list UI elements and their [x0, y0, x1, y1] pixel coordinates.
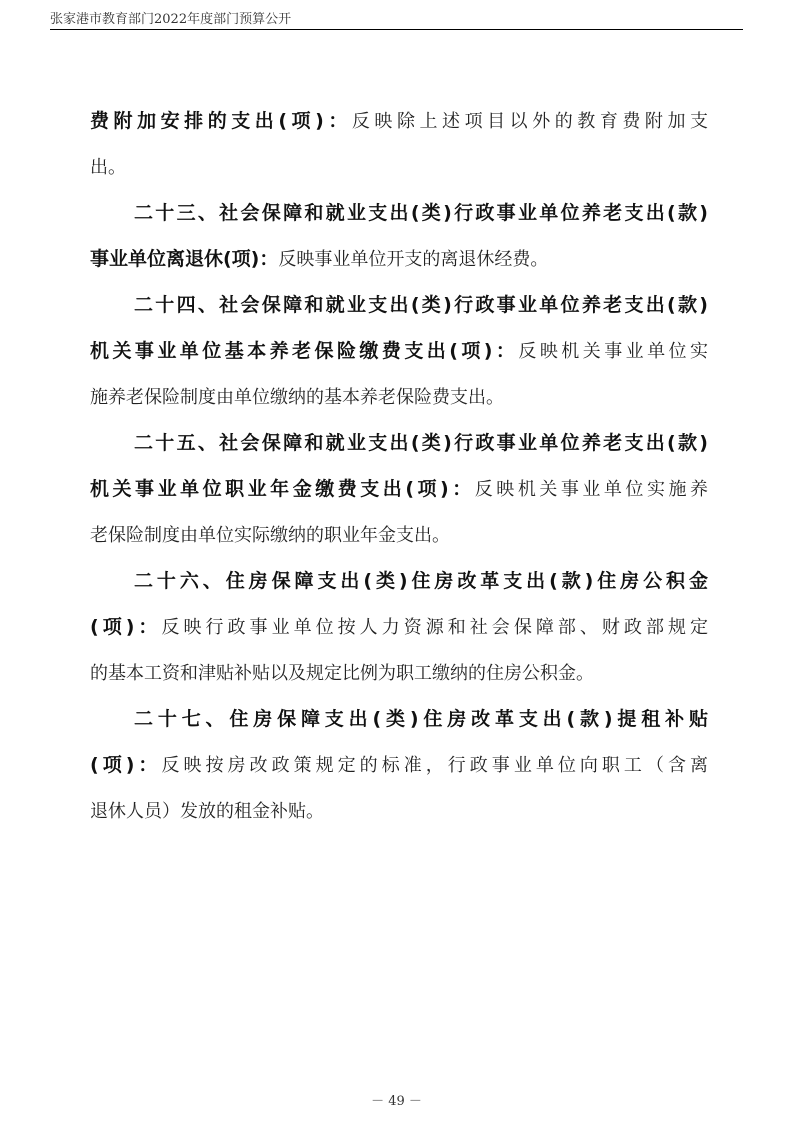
paragraph-line — [90, 603, 708, 649]
item-heading: 费附加安排的支出(项)： — [90, 110, 352, 132]
item-description: 反映事业单位开支的离退休经费。 — [278, 249, 549, 270]
paragraph-line — [90, 741, 708, 787]
item-heading: 二十三、社会保障和就业支出(类)行政事业单位养老支出(款) — [134, 202, 708, 224]
item-heading: 二十七、住房保障支出(类)住房改革支出(款)提租补贴 — [134, 708, 708, 730]
document-body — [90, 97, 708, 833]
paragraph-line — [90, 511, 708, 557]
item-heading: (项)： — [90, 616, 162, 638]
paragraph-line — [90, 557, 708, 603]
paragraph-line — [90, 649, 708, 695]
item-description: 出。 — [90, 157, 126, 178]
item-description: 反映行政事业单位按人力资源和社会保障部、财政部规定 — [161, 617, 709, 638]
item-heading: 机关事业单位基本养老保险缴费支出(项)： — [90, 340, 519, 362]
paragraph-line — [90, 97, 708, 143]
item-description: 的基本工资和津贴补贴以及规定比例为职工缴纳的住房公积金。 — [90, 663, 594, 684]
item-description: 老保险制度由单位实际缴纳的职业年金支出。 — [90, 525, 450, 546]
item-description: 反映机关事业单位实施养 — [474, 479, 709, 500]
item-heading: 二十六、住房保障支出(类)住房改革支出(款)住房公积金 — [134, 570, 708, 592]
item-description: 反映机关事业单位实 — [518, 341, 708, 362]
paragraph-line — [90, 419, 708, 465]
item-description: 退休人员）发放的租金补贴。 — [90, 801, 324, 822]
paragraph-line — [90, 695, 708, 741]
item-heading: 二十四、社会保障和就业支出(类)行政事业单位养老支出(款) — [134, 294, 708, 316]
item-heading: 二十五、社会保障和就业支出(类)行政事业单位养老支出(款) — [134, 432, 708, 454]
item-heading: (项)： — [90, 754, 162, 776]
paragraph-line — [90, 281, 708, 327]
item-description: 反映除上述项目以外的教育费附加支 — [351, 111, 708, 132]
item-heading: 机关事业单位职业年金缴费支出(项)： — [90, 478, 475, 500]
paragraph-line — [90, 235, 708, 281]
item-description: 反映按房改政策规定的标准，行政事业单位向职工（含离 — [161, 755, 709, 776]
paragraph-line — [90, 143, 708, 189]
paragraph-line — [90, 787, 708, 833]
item-heading: 事业单位离退休(项)： — [90, 248, 279, 270]
header-divider — [50, 29, 743, 30]
page-header-title: 张家港市教育部门2022年度部门预算公开 — [50, 12, 292, 27]
page-number: － 49 － — [371, 1094, 422, 1109]
paragraph-line — [90, 189, 708, 235]
item-description: 施养老保险制度由单位缴纳的基本养老保险费支出。 — [90, 387, 504, 408]
paragraph-line — [90, 465, 708, 511]
paragraph-line — [90, 327, 708, 373]
paragraph-line — [90, 373, 708, 419]
